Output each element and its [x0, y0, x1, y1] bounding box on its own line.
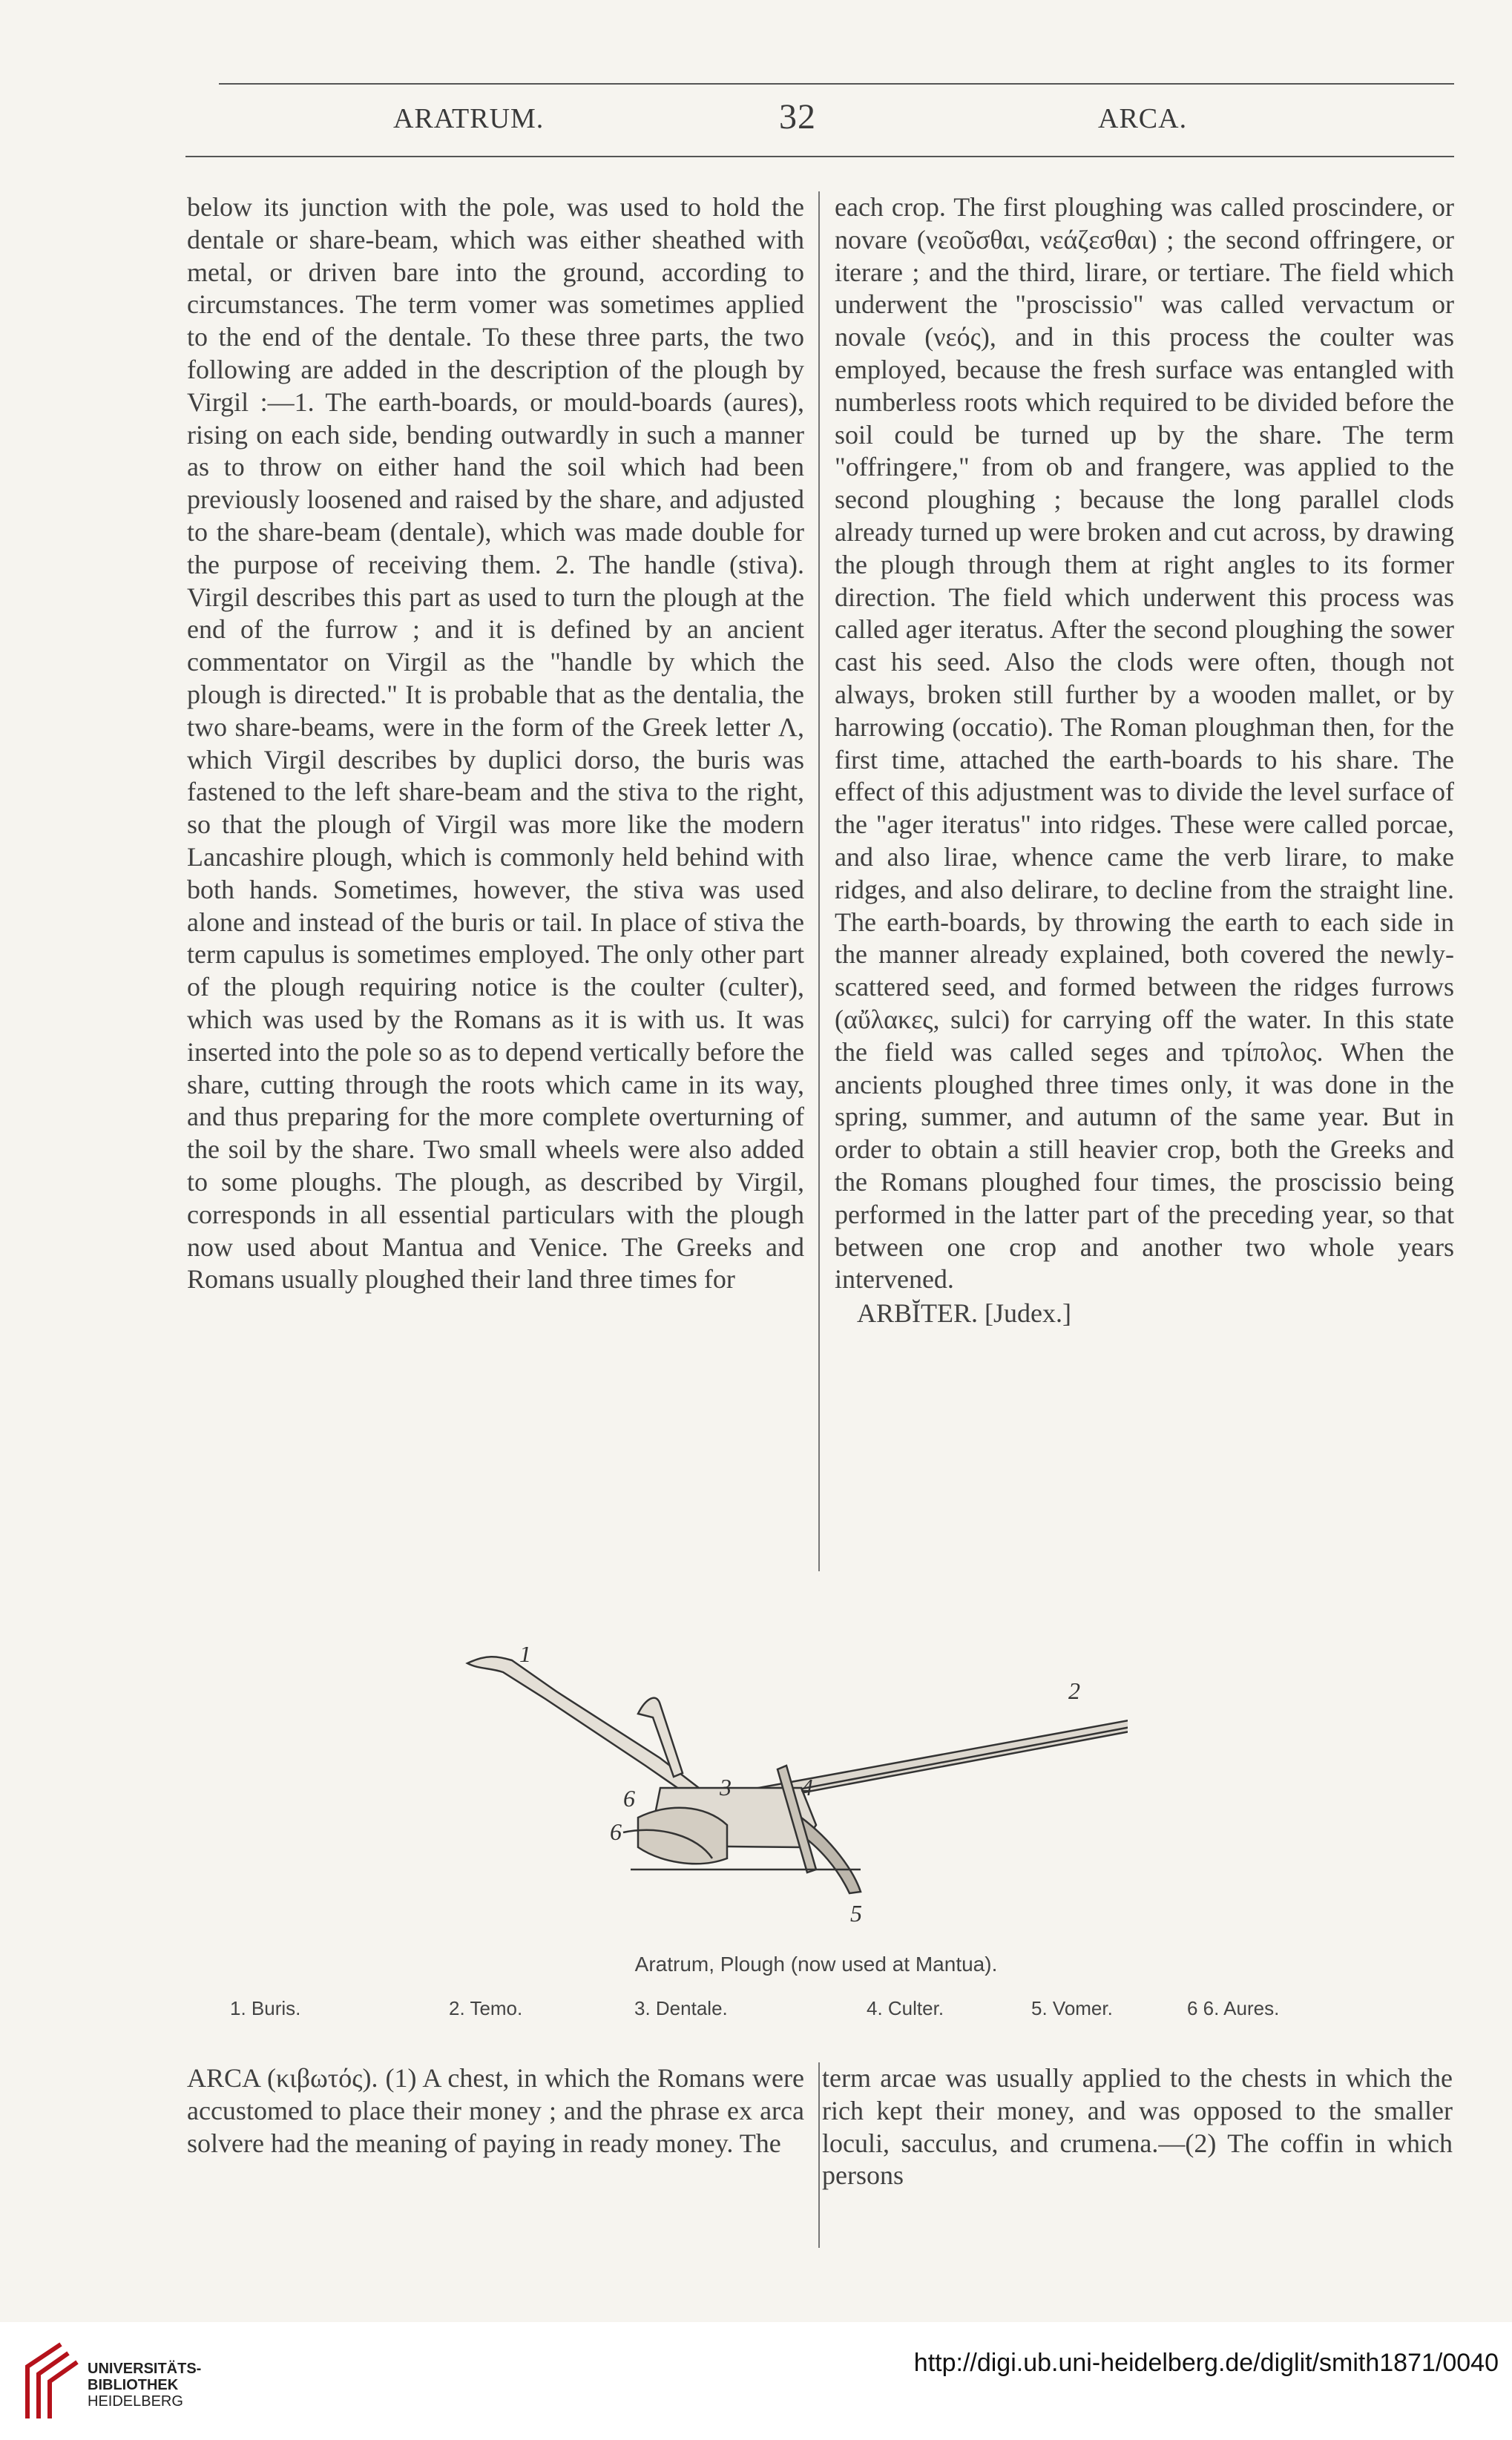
left-column-text: below its junction with the pole, was used to hold the dentale or share-beam, which was either sheathed with metal, or driven bare into the ground, according to circumstances. The term vomer was sometimes applied to the end of the dentale. To these three parts, the two following are added in the description of the plough by Virgil :—1. The earth-boards, or mould-boards (aures), rising on each side, bending outwardly in such a manner as to throw on either hand the soil which had been previously loosened and raised by the share, and adjusted to the share-beam (dentale), which was made double for the purpose of receiving them. 2. The handle (stiva). Virgil describes this part as used to turn the plough at the end of the furrow ; and it is defined by an ancient commentator on Virgil as the "handle by which the plough is directed." It is probable that as the dentalia, the two share-beams, were in the form of the Greek letter Λ, which Virgil describes by duplici dorso, the buris was fastened to the left share-beam and the stiva to the right, so that the plough of Virgil was more like the modern Lancashire plough, which is commonly held behind with both hands. Sometimes, however, the stiva was used alone and instead of the buris or tail. In place of stiva the term capulus is sometimes employed. The only other part of the plough requiring notice is the coulter (culter), which was used by the Romans as it is with us. It was inserted into the pole so as to depend vertically before the share, cutting through the roots which came in its way, and thus preparing for the more complete overturning of the soil by the share. Two small wheels were also added to some ploughs. The plough, as described by Virgil, corresponds in all essential particulars with the plough now used about Mantua and Venice. The Greeks and Romans usually ploughed their land three times for [187, 192, 804, 1295]
arbiter-entry: ARBĬTER. [Judex.] [857, 1298, 1071, 1329]
figure-legend [185, 1997, 1447, 2027]
figure-number-2: 2 [1068, 1677, 1080, 1704]
arca-left-column [187, 2062, 804, 2285]
figure-number-4: 4 [801, 1774, 813, 1801]
institution-line-3: HEIDELBERG [88, 2393, 183, 2410]
header-right: ARCA. [1098, 103, 1188, 134]
lower-column-divider [818, 2062, 820, 2248]
legend-dentale: 3. Dentale. [634, 1997, 728, 2019]
legend-aures: 6 6. Aures. [1187, 1997, 1280, 2019]
figure-number-6b: 6 [610, 1818, 622, 1845]
source-url-link[interactable]: http://digi.ub.uni-heidelberg.de/diglit/smith1871/0040 [913, 2349, 1499, 2377]
column-divider [818, 191, 820, 1571]
institution-line-2: BIBLIOTHEK [88, 2377, 179, 2393]
figure-number-3: 3 [720, 1774, 732, 1801]
figure-number-1: 1 [519, 1647, 531, 1667]
institution-name [88, 2361, 201, 2410]
plough-illustration [415, 1647, 1128, 1944]
digitization-footer [0, 2322, 1512, 2440]
institution-line-1: UNIVERSITÄTS- [88, 2361, 202, 2377]
arca-right-text: term arcae was usually applied to the chests in which the rich kept their money, and was opposed to the smaller loculi, sacculus, and crumena.—(2) The coffin in which persons [822, 2063, 1453, 2191]
left-column [187, 191, 804, 1586]
arca-left-text: ARCA (κιβωτός). (1) A chest, in which the Romans were accustomed to place their money ; and the phrase ex arca solvere had the meaning of paying in ready money. The [187, 2063, 804, 2158]
legend-temo: 2. Temo. [449, 1997, 523, 2019]
right-column [835, 191, 1454, 1586]
plough-drawing [415, 1647, 1128, 1944]
legend-culter: 4. Culter. [867, 1997, 944, 2019]
right-column-text: each crop. The first ploughing was called proscindere, or novare (νεοῦσθαι, νεάζεσθαι) ; the second offringere, or iterare ; and the third, lirare, or tertiare. The field which underwent the "proscissio" was called vervactum or novale (νεός), and in this process the coulter was employed, because the fresh surface was entangled with numberless roots which required to be divided before the soil could be turned up by the share. The term "offringere," from ob and frangere, was applied to the second ploughing ; because the long parallel clods already turned up were broken and cut across, by drawing the plough through them at right angles to its former direction. The field which underwent this process was called ager iteratus. After the second ploughing the sower cast his seed. Also the clods were often, though not always, broken still further by a wooden mallet, or by harrowing (occatio). The Roman ploughman then, for the first time, attached the earth-boards to his share. The effect of this adjustment was to divide the level surface of the "ager iteratus" into ridges. These were called porcae, and also lirae, whence came the verb lirare, to make ridges, and also delirare, to decline from the straight line. The earth-boards, by throwing the earth to each side in the manner already explained, both covered the newly-scattered seed, and formed between the ridges furrows (αὔλακες, sulci) for carrying off the water. In this state the field was called seges and τρίπολος. When the ancients ploughed three times only, it was done in the spring, summer, and autumn of the same year. But in order to obtain a still heavier crop, both the Greeks and the Romans ploughed four times, the proscissio being performed in the latter part of the preceding year, so that between one crop and another two whole years intervened. [835, 192, 1454, 1295]
top-rule [219, 83, 1454, 85]
running-header [185, 97, 1447, 147]
figure-caption: Aratrum, Plough (now used at Mantua). [634, 1953, 998, 1976]
legend-vomer: 5. Vomer. [1031, 1997, 1113, 2019]
legend-buris: 1. Buris. [230, 1997, 301, 2019]
page-number: 32 [779, 97, 816, 137]
arca-right-column [822, 2062, 1453, 2285]
header-rule [185, 156, 1454, 157]
plough-handle [467, 1657, 709, 1804]
header-left: ARATRUM. [393, 103, 545, 134]
figure-number-5: 5 [850, 1900, 862, 1927]
figure-number-6a: 6 [623, 1785, 635, 1812]
